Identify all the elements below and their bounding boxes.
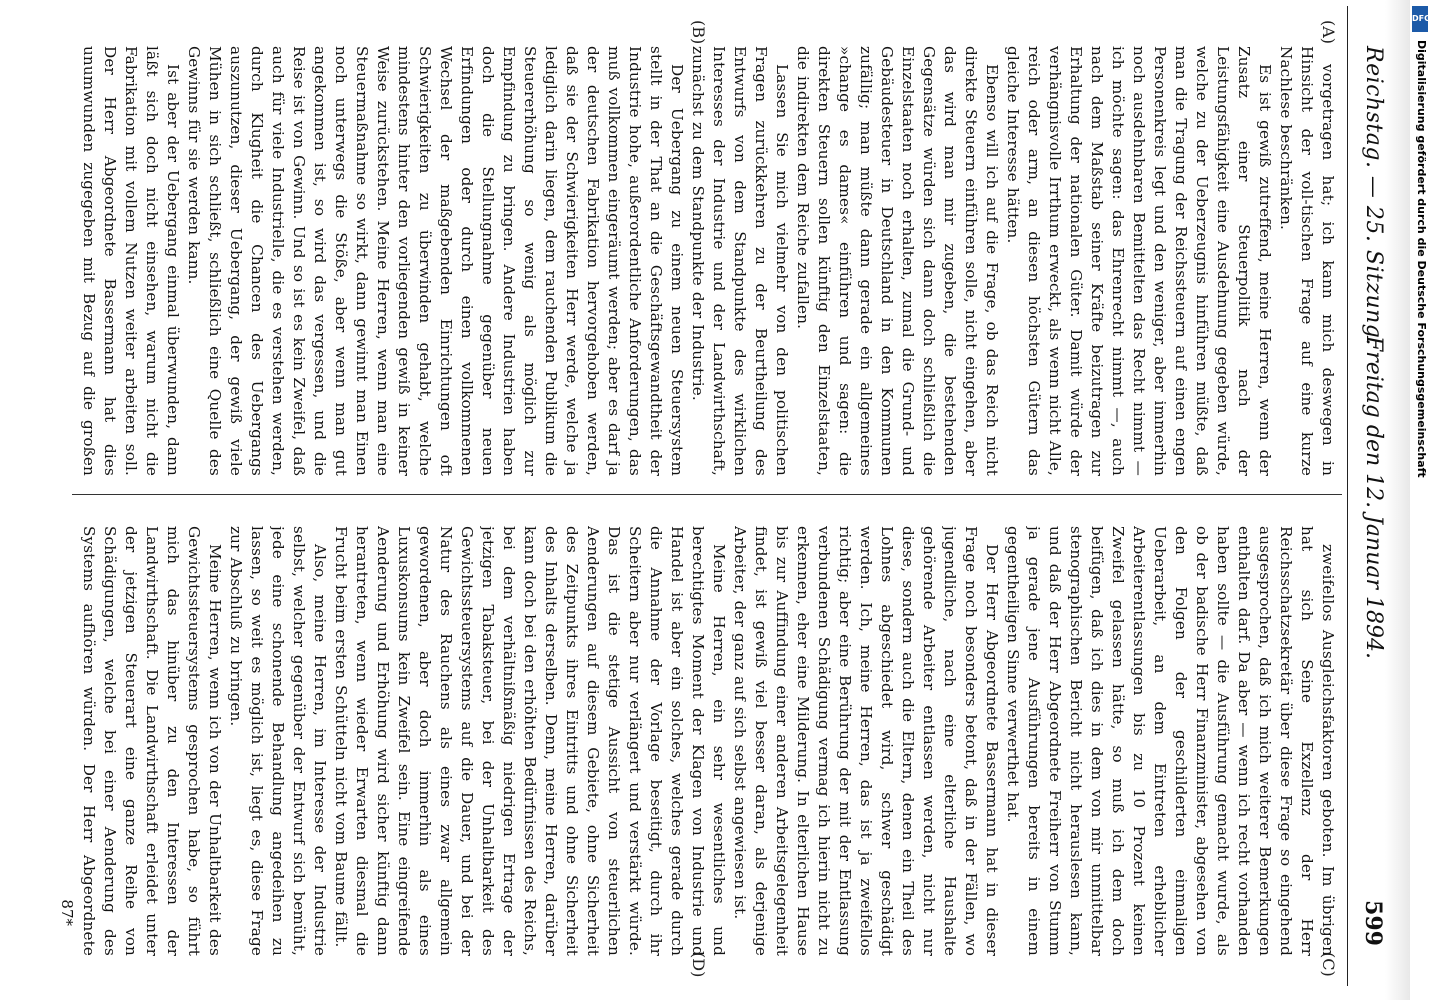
rotated-newspaper-page — [48, 6, 1408, 986]
paragraph: Der Uebergang zu einem neuen Steuersystem stellt in der That an die Geschäftsgewandtheit der Industrie hohe, außerordentliche Anforderungen, das muß vollkommen eingeräumt werden; aber es darf ja der deutschen Fabrikation hervorgehoben werden, daß sie der Schwierigkeiten Herr werde, welche ja lediglich darin liegen, dem rauchenden Publikum die Steuererhöhung so wenig als möglich zur Empfindung zu bringen. Andere Industrien haben doch die Stellungnahme gegenüber neuen Erfindungen oder durch einen vollkommenen Wechsel der maßgebenden Einrichtungen oft Schwierigkeiten zu überwinden gehabt, welche mindestens hinter den vorliegenden gewiß in keiner Weise zurückstehen. Meine Herren, wenn man eine Steuermaßnahme so wirkt, dann gewinnt man Einen noch unterwegs die Stöße, aber wenn man gut angekommen ist, so wird das vergessen, und die Reise ist von Gewinn. Und so ist es kein Zweifel, daß auch für viele Industrielle, die es verstehen werden, durch Klugheit die Chancen des Uebergangs auszunutzen, dieser Uebergang, der gewiß viele Mühen in sich schließt, schließlich eine Quelle des Gewinns für sie werden kann. — [185, 46, 686, 476]
page-number: 599 — [1360, 900, 1386, 946]
paragraph: vorgetragen hat; ich kann mich deswegen in Hinsicht der voll-tischen Frage auf eine kurze Nachlese beschränken. — [1277, 46, 1337, 476]
paragraph: Der Herr Abgeordnete Bassermann hat in dieser Frage noch besonders betont, daß in der Fällen, wo jugendliche, nach eine elterliche Haushalte gehörende Arbeiter entlassen werden, nicht nur diese, sondern auch die Eltern, denen ein Theil des Lohnes abgeschiedet wird, schwer geschädigt werden. Ich, meine Herren, das ist ja zweifellos richtig; aber eine Berührung der mit der Entlassung verbundenen Schädigung vermag ich hierin nicht zu erkennen, eher eine Milderung. In elterlichen Hause bis zur Auffindung einer anderen Arbeitsgelegenheit findet, ist gewiß viel besser daran, als derjenige Arbeiter, der ganz auf sich selbst angewiesen ist. — [731, 526, 1001, 956]
page-header — [1347, 6, 1408, 986]
dfg-logo: DFG — [1412, 6, 1428, 32]
text-column-right — [78, 526, 1338, 956]
margin-mark-b: (B) — [689, 20, 708, 45]
margin-mark-c: (C) — [1319, 952, 1338, 977]
paragraph: Also, meine Herren, im Interesse der Industrie selbst, welcher gegenüber der Entwurf sich bemüht, jede eine schonende Behandlung angedeihen zu lassen, so weit es möglich ist, liegt es, diese Frage zur Abschluß zu bringen. — [227, 526, 329, 956]
footnote-signature: 87* — [58, 899, 76, 926]
column-divider — [72, 494, 1342, 495]
paragraph: Meine Herren, wenn ich von der Unhaltbarkeit des Gewichtssteuersystems gesprochen habe, so führt mich das hinüber zu den Interessen der Landwirthschaft. Die Landwirthschaft erleidet unter der jetzigen Steuerart eine ganze Reihe von Schädigungen, welche bei einer Aenderung des Systems aufhören würden. Der Herr Abgeordnete — [80, 526, 224, 956]
paragraph: Es ist gewiß zutreffend, meine Herren, wenn der Zusatz einer Steuerpolitik nach der Leistungsfähigkeit eine Ausdehnung gegeben würde, welche zu der Ueberzeugnis hinführen müßte, daß man die Tragung der Reichssteuern auf einen engen Personenkreis legt und den weniger, aber immerhin noch ausdehnbaren Bemittelten das Recht nimmt — ich möchte sagen: das Ehrenrecht nimmt —, auch nach dem Maßstab seiner Kräfte beizutragen zur Erhaltung der nationalen Güter. Damit würde der verhängnisvolle Irrthum erweckt, als wenn nicht Alle, reich oder arm, an diesen höchsten Gütern das gleiche Interesse hätten. — [1004, 46, 1274, 476]
paragraph: Meine Herren, ein sehr wesentliches und berechtigtes Moment der Klagen von Industrie und Handel ist aber ein solches, welches gerade durch die Annahme der Vorlage beseitigt, durch ihr Scheitern aber nur verlängert und verstärkt würde. Das ist die stetige Aussicht von steuerlichen Aenderungen auf diesem Gebiete, ohne Sicherheit des Zeitpunkts ihres Eintritts und ohne Sicherheit des Inhalts derselben. Denn, meine Herren, darüber kann doch bei den erhöhten Bedürfnissen des Reichs, bei dem verhältnißmäßig niedrigen Ertrage der jetzigen Tabaksteuer, bei der Unhaltbarkeit des Gewichtssteuersystems auf die Dauer, und bei der Natur des Rauchens als eines zwar allgemein gewordenen, aber doch immerhin als eines Luxuskonsums kein Zweifel sein. Eine eingreifende Aenderung und Erhöhung wird sicher künftig dann herantreten, wenn wieder Erwarten diesmal die Frucht beim ersten Schütteln nicht vom Baume fällt. — [332, 526, 728, 956]
header-left: Reichstag. — 25. Sitzung. — [1361, 46, 1386, 346]
paragraph: Lassen Sie mich vielmehr von den politischen Fragen zurückkehren zu der Beurtheilung des Entwurfs von dem Standpunkte des wirklichen Interesses der Industrie und der Landwirthschaft, zunächst zu dem Standpunkte der Industrie. — [689, 46, 791, 476]
credit-strip — [1410, 0, 1432, 1000]
header-date: Freitag den 12. Januar 1894. — [1361, 336, 1386, 659]
margin-mark-a: (A) — [1319, 20, 1338, 45]
margin-mark-d: (D) — [689, 952, 708, 978]
digitization-credit: Digitalisierung gefördert durch die Deutsche Forschungsgemeinschaft — [1415, 40, 1428, 478]
text-column-left — [78, 46, 1338, 476]
paragraph: Ist aber der Uebergang einmal überwunden, dann läßt sich doch nicht einsehen, warum nicht die Fabrikation mit vollem Nutzen weiter arbeiten soll. Der Herr Abgeordnete Bassermann hat dies unumwunden zugegeben mit Bezug auf die großen — [80, 46, 182, 476]
paragraph: zweifellos Ausgleichsfaktoren geboten. Im übrigen hat sich Seine Exzellenz der Herr Reichsschatzsekretär über diese Frage so eingehend ausgesprochen, daß ich mich weiterer Bemerkungen enthalten darf. Da aber — wenn ich recht vorhanden haben sollte — die Ausführung gemacht wurde, als ob der badische Herr Finanzminister, abgesehen von den Folgen der geschilderten einmaligen Ueberarbeit, an dem Eintreten erheblicher Arbeiterentlassungen bis zu 10 Prozent keinen Zweifel gelassen hätte, so muß ich dem doch beifügen, daß ich dies in dem von mir unmittelbar stenographischen Bericht nicht herauslesen kann, und daß der Herr Abgeordnete Freiherr von Stumm ja gerade jene Ausführungen bereits in einem gegentheiligen Sinne verwerthet hat. — [1004, 526, 1337, 956]
paragraph: Ebenso will ich auf die Frage, ob das Reich nicht direkte Steuern einführen solle, nicht eingehen, aber das wird man mir zugeben, die bestehenden Gegensätze würden sich dann doch schließlich die Einzelstaaten noch erhalten, zumal die Grund- und Gebäudesteuer in Deutschland in den Kommunen zufällig; man müßte dann gerade ein allgemeines »change es dames« einführen und sagen: die direkten Steuern sollen künftig den Einzelstaaten, die indirekten dem Reiche zufallen. — [794, 46, 1001, 476]
